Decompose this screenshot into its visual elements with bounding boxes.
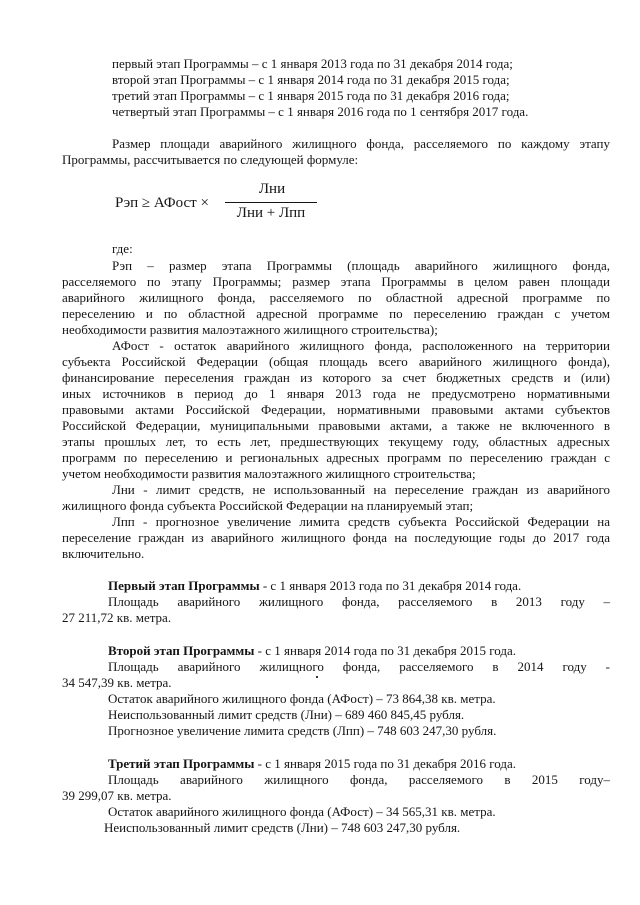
def-lni-line-2: жилищного фонда субъекта Российской Федерации на планируемый этап; bbox=[62, 498, 474, 513]
def-afost-line-7: этапы прошлых лет, то есть лет, предшествующих текущему году, областных адресных bbox=[62, 434, 610, 449]
def-rep-line-4: переселению и по областной адресной программе по переселению граждан с учетом bbox=[62, 306, 610, 321]
def-afost-line-2: субъекта Российской Федерации (общая площадь всего аварийного жилищного фонда), bbox=[62, 354, 610, 369]
stage1-heading bbox=[108, 578, 521, 594]
formula-intro-line-1: Размер площади аварийного жилищного фонда, расселяемого по каждому этапу bbox=[112, 136, 610, 151]
stage2-lpp: Прогнозное увеличение лимита средств (Лпп) – 748 603 247,30 рубля. bbox=[108, 723, 497, 738]
stage2-area-line-1: Площадь аварийного жилищного фонда, расселяемого в 2014 году - bbox=[108, 659, 610, 674]
def-afost-line-6: Российской Федерации, муниципальными правовыми актами, а также не включенного в bbox=[62, 418, 610, 433]
stage-line-3: третий этап Программы – с 1 января 2015 года по 31 декабря 2016 года; bbox=[112, 88, 510, 103]
def-lpp-line-2: переселение граждан из аварийного жилищного фонда на последующие годы до 2017 года bbox=[62, 530, 610, 545]
def-afost-line-3: финансирование переселения граждан из которого за счет бюджетных средств и (или) bbox=[62, 370, 610, 385]
fraction-bar bbox=[225, 202, 317, 203]
stage-line-2: второй этап Программы – с 1 января 2014 года по 31 декабря 2015 года; bbox=[112, 72, 510, 87]
stage-line-1: первый этап Программы – с 1 января 2013 года по 31 декабря 2014 года; bbox=[112, 56, 513, 71]
stage-line-4: четвертый этап Программы – с 1 января 2016 года по 1 сентября 2017 года. bbox=[112, 104, 529, 119]
stage1-area-line-2: 27 211,72 кв. метра. bbox=[62, 610, 172, 625]
formula-intro-line-2: Программы, рассчитывается по следующей формуле: bbox=[62, 152, 359, 167]
stage1-period: - с 1 января 2013 года по 31 декабря 2014 года. bbox=[259, 578, 522, 593]
stage2-heading bbox=[108, 643, 516, 659]
def-rep-line-3: аварийного жилищного фонда, расселяемого по областной адресной программе по bbox=[62, 290, 610, 305]
formula-numerator: Лни bbox=[258, 181, 286, 197]
def-rep-line-2: расселяемого по этапу Программы; размер этапа Программы в целом равен площади bbox=[62, 274, 610, 289]
stage2-title: Второй этап Программы bbox=[108, 643, 255, 658]
def-lni-line-1: Лни - лимит средств, не использованный на переселение граждан из аварийного bbox=[112, 482, 610, 497]
def-lpp-line-3: включительно. bbox=[62, 546, 145, 561]
def-afost-line-9: учетом необходимости развития малоэтажного жилищного строительства; bbox=[62, 466, 476, 481]
stage3-period: - с 1 января 2015 года по 31 декабря 2016 года. bbox=[254, 756, 516, 771]
stage3-afost: Остаток аварийного жилищного фонда (АФост) – 34 565,31 кв. метра. bbox=[108, 804, 496, 819]
def-afost-line-5: правовыми актами Российской Федерации, нормативными правовыми актами субъектов bbox=[62, 402, 610, 417]
formula-denominator: Лни + Лпп bbox=[236, 205, 306, 221]
stage3-area-line-1: Площадь аварийного жилищного фонда, расселяемого в 2015 году– bbox=[108, 772, 610, 787]
stage3-title: Третий этап Программы bbox=[108, 756, 255, 771]
stage3-area-line-2: 39 299,07 кв. метра. bbox=[62, 788, 172, 803]
stage1-title: Первый этап Программы bbox=[108, 578, 260, 593]
scan-speck bbox=[316, 676, 318, 678]
def-rep-line-5: необходимости развития малоэтажного жилищного строительства); bbox=[62, 322, 438, 337]
def-afost-line-1: АФост - остаток аварийного жилищного фонда, расположенного на территории bbox=[112, 338, 610, 353]
stage3-lni: Неиспользованный лимит средств (Лни) – 748 603 247,30 рубля. bbox=[104, 820, 461, 835]
def-afost-line-8: программ по переселению и региональных адресных программ по переселению граждан с bbox=[62, 450, 610, 465]
def-rep-line-1: Рэп – размер этапа Программы (площадь аварийного жилищного фонда, bbox=[112, 258, 610, 273]
stage2-afost: Остаток аварийного жилищного фонда (АФост) – 73 864,38 кв. метра. bbox=[108, 691, 496, 706]
stage2-area-line-2: 34 547,39 кв. метра. bbox=[62, 675, 172, 690]
formula-lhs: Рэп ≥ АФост × bbox=[115, 195, 209, 211]
stage1-area-line-1: Площадь аварийного жилищного фонда, расселяемого в 2013 году – bbox=[108, 594, 610, 609]
stage2-lni: Неиспользованный лимит средств (Лни) – 689 460 845,45 рубля. bbox=[108, 707, 465, 722]
where-label: где: bbox=[112, 241, 133, 256]
def-afost-line-4: иных источников в период до 1 января 2013 года не предусмотрено нормативными bbox=[62, 386, 610, 401]
stage2-period: - с 1 января 2014 года по 31 декабря 2015 года. bbox=[254, 643, 517, 658]
formula bbox=[115, 182, 325, 228]
stage3-heading bbox=[108, 756, 516, 772]
def-lpp-line-1: Лпп - прогнозное увеличение лимита средств субъекта Российской Федерации на bbox=[112, 514, 610, 529]
